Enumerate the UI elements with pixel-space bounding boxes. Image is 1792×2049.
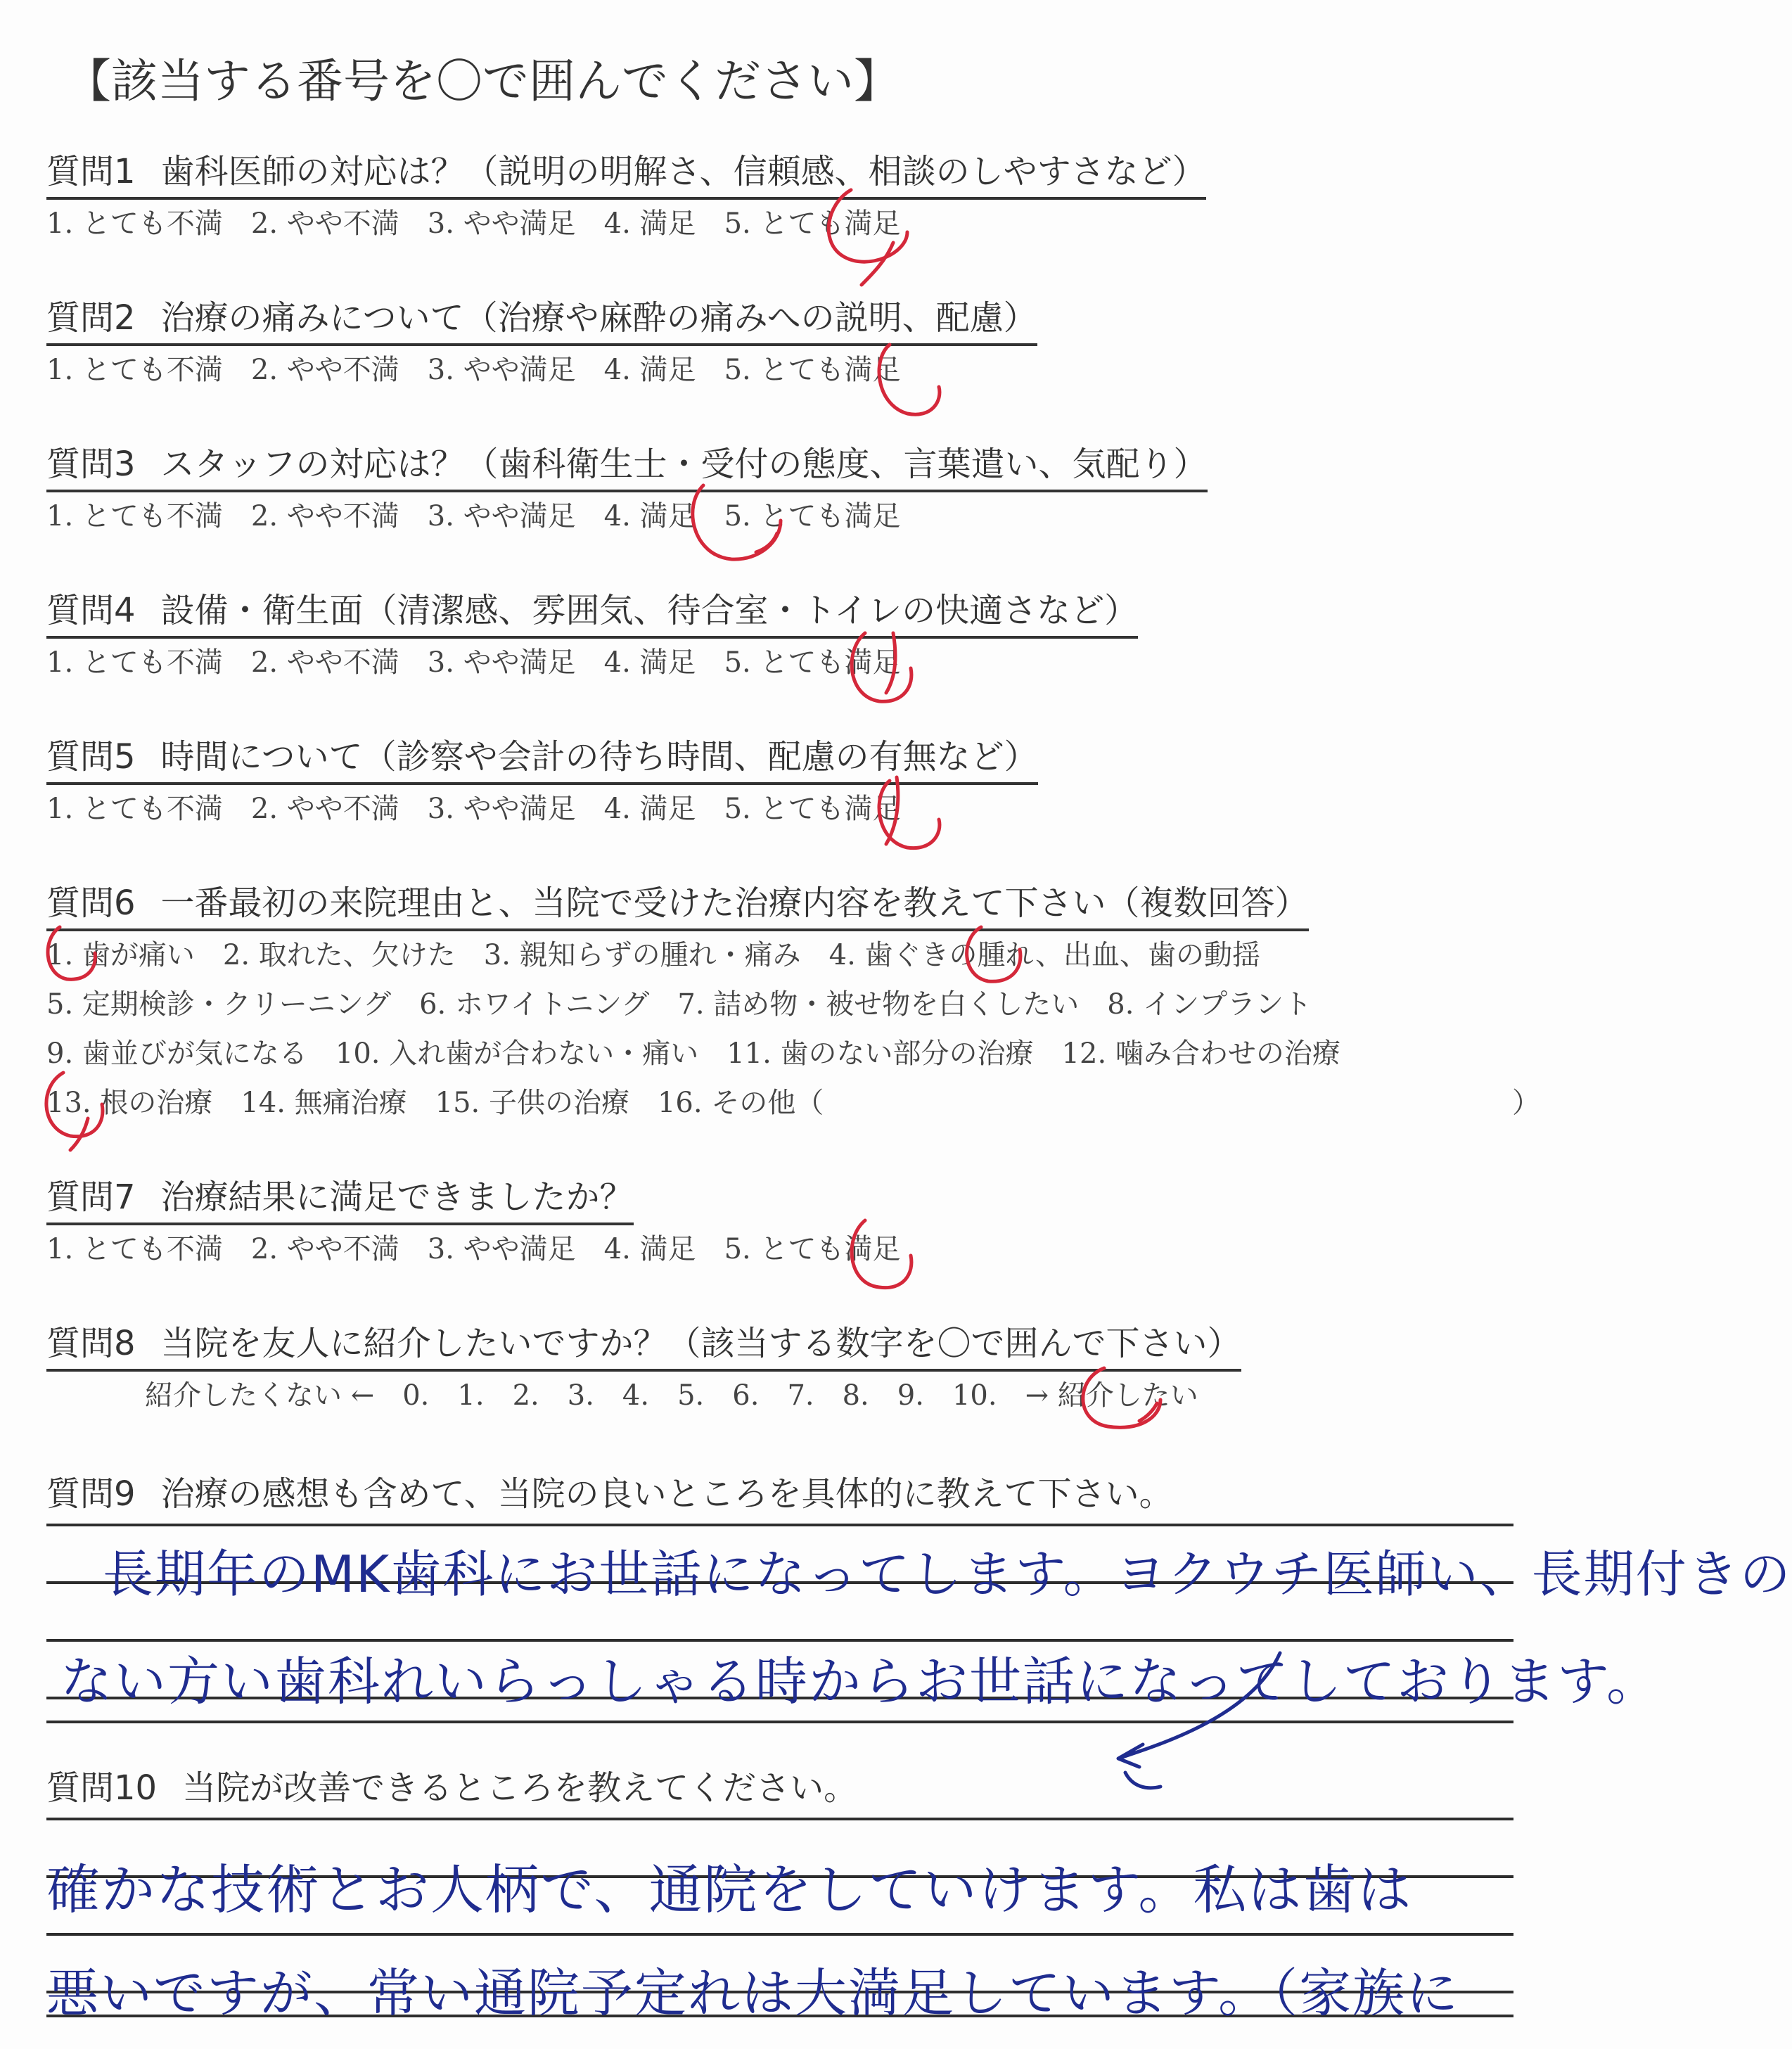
q8-left-label: 紹介したくない ← — [145, 1379, 375, 1412]
question-5-options — [46, 786, 900, 826]
q5-option-1[interactable]: 1. とても不満 — [46, 793, 223, 825]
q5-option-5[interactable]: 5. とても満足 — [724, 793, 901, 825]
q6-option-14[interactable]: 14. 無痛治療 — [241, 1087, 407, 1119]
q6-option-1[interactable]: 1. 歯が痛い — [46, 939, 195, 971]
question-3-heading — [46, 437, 1208, 492]
q2-option-4[interactable]: 4. 満足 — [603, 354, 696, 386]
q6-option-9[interactable]: 9. 歯並びが気になる — [46, 1038, 307, 1070]
question-8-number: 質問8 — [46, 1324, 136, 1363]
q2-option-5[interactable]: 5. とても満足 — [724, 354, 901, 386]
q5-option-2[interactable]: 2. やや不満 — [250, 793, 399, 825]
q8-option-10[interactable]: 10. — [952, 1379, 997, 1412]
q10-rule-3 — [46, 1933, 1513, 1936]
question-8-scale — [145, 1373, 1198, 1413]
question-2-text: 治療の痛みについて（治療や麻酔の痛みへの説明、配慮） — [160, 298, 1037, 338]
q8-right-label: → 紹介したい — [1025, 1379, 1198, 1412]
q8-option-6[interactable]: 6. — [732, 1379, 760, 1412]
q8-option-9[interactable]: 9. — [897, 1379, 924, 1412]
q7-option-5[interactable]: 5. とても満足 — [724, 1233, 901, 1265]
q6-option-15[interactable]: 15. 子供の治療 — [435, 1087, 629, 1119]
q2-option-1[interactable]: 1. とても不満 — [46, 354, 223, 386]
q6-other-close-paren: ） — [1512, 1087, 1540, 1119]
q9-rule-1 — [46, 1524, 1513, 1526]
question-8-text: 当院を友人に紹介したいですか？（該当する数字を〇で囲んで下さい） — [160, 1324, 1241, 1363]
question-1-options — [46, 201, 900, 241]
question-6-number: 質問6 — [46, 883, 136, 923]
q10-rule-1 — [46, 1818, 1513, 1820]
q1-option-1[interactable]: 1. とても不満 — [46, 208, 223, 240]
q8-option-1[interactable]: 1. — [457, 1379, 485, 1412]
q6-option-4[interactable]: 4. 歯ぐきの腫れ、出血、歯の動揺 — [828, 939, 1260, 971]
q8-option-7[interactable]: 7. — [787, 1379, 814, 1412]
question-1-text: 歯科医師の対応は？（説明の明解さ、信頼感、相談のしやすさなど） — [160, 152, 1206, 191]
question-5-number: 質問5 — [46, 737, 136, 777]
q1-option-3[interactable]: 3. やや満足 — [427, 208, 576, 240]
q6-option-12[interactable]: 12. 噛み合わせの治療 — [1061, 1038, 1340, 1070]
q8-option-2[interactable]: 2. — [512, 1379, 539, 1412]
q6-option-2[interactable]: 2. 取れた、欠けた — [222, 939, 456, 971]
q4-option-1[interactable]: 1. とても不満 — [46, 646, 223, 679]
q5-option-4[interactable]: 4. 満足 — [603, 793, 696, 825]
q6-option-7[interactable]: 7. 詰め物・被せ物を白くしたい — [677, 988, 1080, 1021]
q10-handwritten-line-1: 確かな技術とお人柄で、通院をしていけます。私は歯は — [46, 1858, 1413, 1921]
q3-option-3[interactable]: 3. やや満足 — [427, 500, 576, 532]
question-3-number: 質問3 — [46, 445, 136, 484]
q6-option-5[interactable]: 5. 定期検診・クリーニング — [46, 988, 392, 1021]
question-2-heading — [46, 291, 1037, 346]
q9-continuation-mark — [1125, 1773, 1160, 1788]
q6-option-8[interactable]: 8. インプラント — [1107, 988, 1312, 1021]
q3-option-4[interactable]: 4. 満足 — [603, 500, 696, 532]
q6-option-11[interactable]: 11. 歯のない部分の治療 — [727, 1038, 1034, 1070]
q10-handwritten-line-2: 悪いですが、常い通院予定れは大満足しています。（家族に — [46, 1963, 1460, 2024]
q5-option-3[interactable]: 3. やや満足 — [427, 793, 576, 825]
question-6-options-row-4 — [46, 1080, 824, 1121]
question-3-text: スタッフの対応は？（歯科衛生士・受付の態度、言葉遣い、気配り） — [160, 445, 1208, 484]
q6-option-16[interactable]: 16. その他（ — [657, 1087, 824, 1119]
question-4-options — [46, 640, 900, 680]
question-2-options — [46, 347, 900, 388]
question-7-options — [46, 1227, 900, 1267]
q1-option-5[interactable]: 5. とても満足 — [724, 208, 901, 240]
q1-option-2[interactable]: 2. やや不満 — [250, 208, 399, 240]
question-9-number: 質問9 — [46, 1474, 136, 1514]
question-10-heading — [46, 1761, 857, 1813]
question-4-text: 設備・衛生面（清潔感、雰囲気、待合室・トイレの快適さなど） — [160, 591, 1139, 630]
question-6-options-row-2 — [46, 982, 1312, 1022]
question-10-text: 当院が改善できるところを教えてください。 — [182, 1768, 858, 1808]
q6-option-3[interactable]: 3. 親知らずの腫れ・痛み — [483, 939, 801, 971]
question-5-text: 時間について（診察や会計の待ち時間、配慮の有無など） — [160, 737, 1038, 777]
question-6-options-row-1 — [46, 933, 1260, 973]
question-7-heading — [46, 1170, 634, 1225]
question-4-number: 質問4 — [46, 591, 136, 630]
q4-option-4[interactable]: 4. 満足 — [603, 646, 696, 679]
question-1-number: 質問1 — [46, 152, 136, 191]
q8-option-8[interactable]: 8. — [842, 1379, 869, 1412]
q8-option-5[interactable]: 5. — [677, 1379, 705, 1412]
question-7-text: 治療結果に満足できましたか？ — [160, 1177, 634, 1217]
question-6-text: 一番最初の来院理由と、当院で受けた治療内容を教えて下さい（複数回答） — [160, 883, 1309, 923]
q3-option-1[interactable]: 1. とても不満 — [46, 500, 223, 532]
question-1-heading — [46, 144, 1206, 200]
q6-option-13[interactable]: 13. 根の治療 — [46, 1087, 213, 1119]
question-9-text: 治療の感想も含めて、当院の良いところを具体的に教えて下さい。 — [160, 1474, 1173, 1514]
q4-option-3[interactable]: 3. やや満足 — [427, 646, 576, 679]
question-2-number: 質問2 — [46, 298, 136, 338]
q7-option-3[interactable]: 3. やや満足 — [427, 1233, 576, 1265]
question-8-heading — [46, 1316, 1241, 1372]
q7-option-4[interactable]: 4. 満足 — [603, 1233, 696, 1265]
q9-rule-5 — [46, 1721, 1513, 1723]
q4-option-5[interactable]: 5. とても満足 — [724, 646, 901, 679]
q9-handwritten-line-2: ない方い歯科れいらっしゃる時からお世話になってしております。 — [60, 1652, 1660, 1712]
q3-option-5[interactable]: 5. とても満足 — [724, 500, 901, 532]
q8-option-4[interactable]: 4. — [622, 1379, 650, 1412]
q6-option-6[interactable]: 6. ホワイトニング — [419, 988, 650, 1021]
q7-option-1[interactable]: 1. とても不満 — [46, 1233, 223, 1265]
q9-handwritten-line-1: 長期年のMK歯科にお世話になってします。ヨクウチ医師い、長期付きの — [103, 1545, 1792, 1604]
q3-option-2[interactable]: 2. やや不満 — [250, 500, 399, 532]
q1-option-4[interactable]: 4. 満足 — [603, 208, 696, 240]
q2-option-3[interactable]: 3. やや満足 — [427, 354, 576, 386]
page-title: 【該当する番号を〇で囲んでください】 — [65, 54, 900, 108]
question-4-heading — [46, 583, 1138, 639]
question-10-number: 質問10 — [46, 1768, 158, 1808]
question-6-options-row-3 — [46, 1031, 1340, 1071]
q8-option-3[interactable]: 3. — [567, 1379, 594, 1412]
question-9-heading — [46, 1467, 1173, 1519]
question-7-number: 質問7 — [46, 1177, 136, 1217]
q8-option-0[interactable]: 0. — [402, 1379, 430, 1412]
q6-option-10[interactable]: 10. 入れ歯が合わない・痛い — [335, 1038, 699, 1070]
q2-option-2[interactable]: 2. やや不満 — [250, 354, 399, 386]
question-5-heading — [46, 729, 1038, 785]
question-3-options — [46, 494, 900, 534]
q7-option-2[interactable]: 2. やや不満 — [250, 1233, 399, 1265]
q4-option-2[interactable]: 2. やや不満 — [250, 646, 399, 679]
question-6-heading — [46, 876, 1309, 931]
